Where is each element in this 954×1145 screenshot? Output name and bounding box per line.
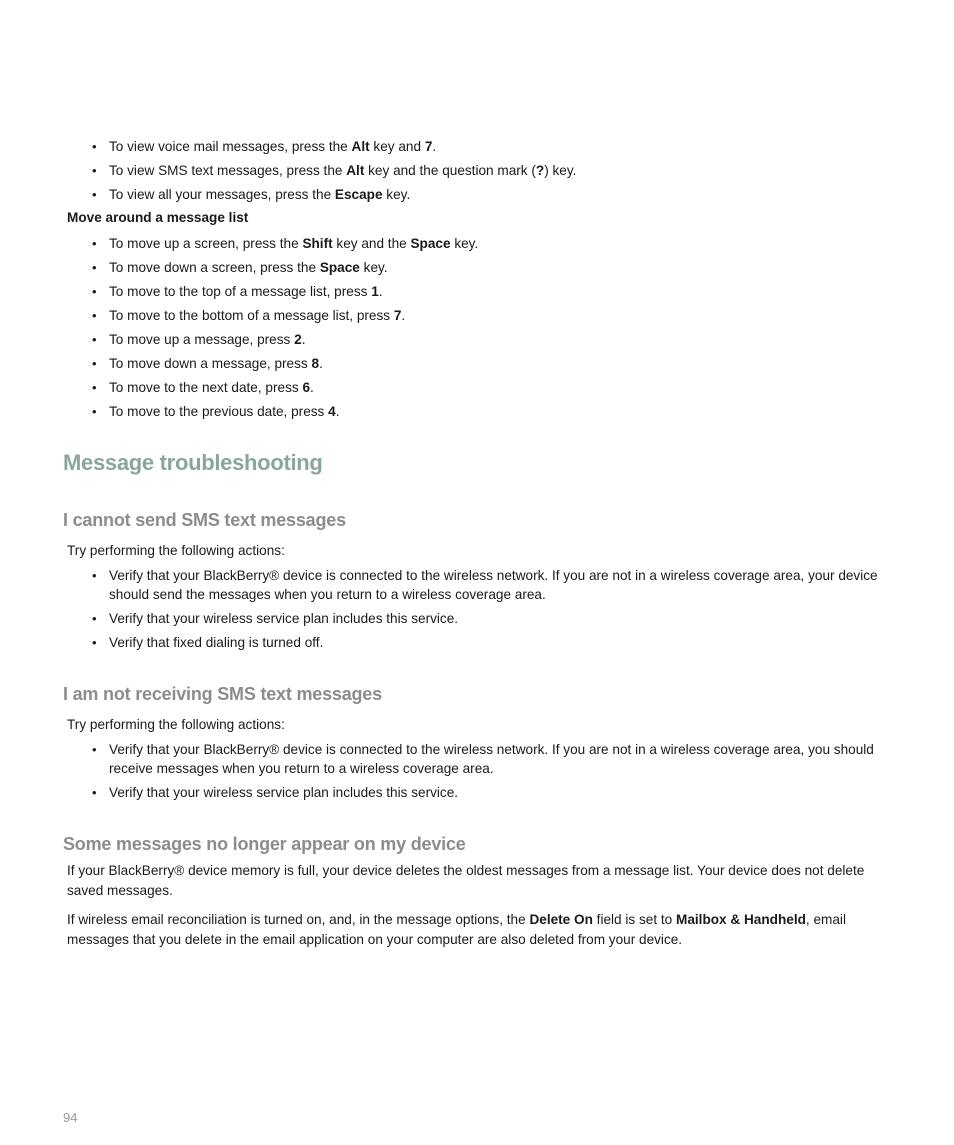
not-receiving-list [0,740,899,807]
text-run: To move down a message, press [109,356,312,371]
text-run: key and the question mark ( [364,163,536,178]
list-item [67,282,899,301]
text-run: key and the [332,236,411,251]
move-around-list [0,234,899,426]
text-run: To view voice mail messages, press the [109,139,352,154]
text-run: key. [450,236,479,251]
text-run: Verify that your BlackBerry® device is connected to the wireless network. If you are not in a wireless coverage area, you should receive messages when you return to a wireless coverage area. [109,742,874,776]
text-run: , email messages that you delete in the email application on your computer are also deleted from your device. [67,912,846,947]
bold-term: ? [535,163,545,178]
text-run: To move up a message, press [109,332,295,347]
bold-term: 7 [424,139,433,154]
cannot-send-intro: Try performing the following actions: [67,543,285,558]
text-run: . [319,356,323,371]
view-messages-list [0,137,899,209]
text-run: To view SMS text messages, press the [109,163,347,178]
text-run: Verify that your BlackBerry® device is connected to the wireless network. If you are not in a wireless coverage area, your device should send the messages when you return to a wireless coverage area. [109,568,878,602]
bold-term: 7 [393,308,402,323]
text-run: . [335,404,340,419]
text-run: . [432,139,437,154]
list-item [67,185,899,204]
bold-term: Space [319,260,360,275]
text-run: If wireless email reconciliation is turned on, and, in the message options, the [67,912,530,927]
text-run: . [401,308,406,323]
text-run: To move to the next date, press [109,380,303,395]
bold-term: 1 [371,284,379,299]
bold-term: 6 [302,380,311,395]
list-item [67,354,899,373]
text-run: To move to the previous date, press [109,404,329,419]
text-run: key. [359,260,388,275]
list-item [67,740,899,778]
no-longer-para-1 [67,861,897,901]
page-number: 94 [63,1110,78,1125]
list-item [67,378,899,397]
list-item [67,234,899,253]
text-run: key. [382,187,411,202]
bold-term: Alt [346,163,365,178]
text-run: ) key. [544,163,577,178]
list-item [67,258,899,277]
list-item [67,306,899,325]
bold-term: 8 [311,356,320,371]
list-item [67,137,899,156]
text-run: To view all your messages, press the [109,187,335,202]
text-run: . [378,284,383,299]
text-run: Verify that your wireless service plan includes this service. [109,611,459,626]
list-item [67,566,899,604]
section-title: Message troubleshooting [63,450,323,475]
text-run: . [301,332,306,347]
list-item [67,330,899,349]
not-receiving-title: I am not receiving SMS text messages [63,684,382,704]
bold-term: Delete On [529,912,593,927]
no-longer-title: Some messages no longer appear on my device [63,834,466,854]
text-run: To move to the top of a message list, press [109,284,372,299]
list-item [67,633,899,652]
text-run: To move to the bottom of a message list, press [109,308,394,323]
bold-term: Mailbox & Handheld [676,912,806,927]
text-run: Verify that fixed dialing is turned off. [109,635,324,650]
text-run: . [310,380,314,395]
not-receiving-intro: Try performing the following actions: [67,717,285,732]
text-run: field is set to [592,912,677,927]
cannot-send-title: I cannot send SMS text messages [63,510,346,530]
text-run: To move down a screen, press the [109,260,320,275]
text-run: If your BlackBerry® device memory is full, your device deletes the oldest messages from a message list. Your device does not delete saved messages. [67,863,865,898]
text-run: key and [369,139,425,154]
move-around-heading: Move around a message list [67,210,249,225]
cannot-send-list [0,566,899,657]
bold-term: Alt [351,139,370,154]
bold-term: Escape [334,187,383,202]
text-run: Verify that your wireless service plan includes this service. [109,785,459,800]
list-item [67,609,899,628]
bold-term: 2 [294,332,302,347]
bold-term: Shift [302,236,333,251]
list-item [67,161,899,180]
bold-term: 4 [328,404,336,419]
list-item [67,402,899,421]
bold-term: Space [410,236,451,251]
text-run: To move up a screen, press the [109,236,303,251]
no-longer-para-2 [67,910,897,950]
list-item [67,783,899,802]
